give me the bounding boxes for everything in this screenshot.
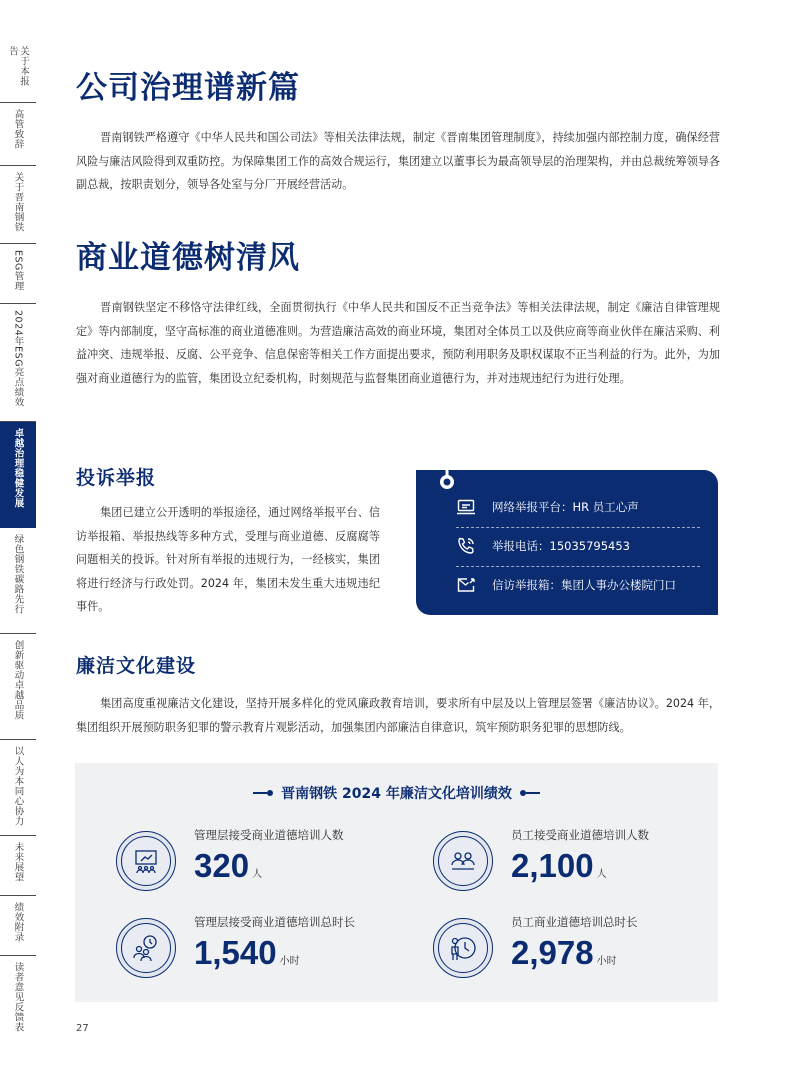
integrity-paragraph [76, 692, 720, 739]
stat-icon-circle [433, 918, 493, 978]
nav-item-people[interactable] [0, 740, 36, 836]
nav-item-feedback[interactable] [0, 956, 36, 1040]
stat-label: 管理层接受商业道德培训总时长 [194, 915, 355, 929]
stat-label: 员工接受商业道德培训人数 [511, 828, 649, 842]
training-stats-panel [75, 763, 718, 1002]
stat-value-row [194, 934, 300, 972]
subsection-title-complaint: 投诉举报 [76, 467, 157, 489]
channel-online [456, 488, 700, 526]
ethics-paragraph [76, 296, 720, 390]
nav-item-label: 2024年ESG亮点绩效 [12, 310, 24, 408]
nav-item-appendix[interactable] [0, 896, 36, 956]
nav-item-about-report[interactable] [0, 40, 36, 103]
integrity-text: 集团高度重视廉洁文化建设，坚持开展多样化的党风廉政教育培训，要求所有中层及以上管理层签署《廉洁协议》。2024 年，集团组织开展预防职务犯罪的警示教育片观影活动，加强集团内部廉洁自律意识，筑牢预防职务犯罪的思想防线。 [76, 697, 720, 734]
stat-value-row [194, 847, 262, 885]
nav-item-label: 创新驱动卓越品质 [12, 640, 24, 720]
channel-phone [456, 527, 700, 565]
channel-mailbox-text: 信访举报箱：集团人事办公楼院门口 [492, 578, 676, 592]
nav-item-outlook[interactable] [0, 836, 36, 896]
nav-item-label: 绩效附录 [12, 902, 24, 942]
stat-icon-circle [116, 831, 176, 891]
subsection-title-integrity: 廉洁文化建设 [76, 655, 197, 677]
nav-item-label: ESG管理 [12, 250, 24, 291]
laptop-icon [456, 497, 476, 517]
nav-item-label: 高管致辞 [12, 109, 24, 149]
channel-mailbox [456, 566, 700, 604]
nav-item-label: 读者意见反馈表 [12, 962, 24, 1032]
nav-item-label: 以人为本同心协力 [12, 746, 24, 826]
stat-icon-circle [433, 831, 493, 891]
nav-item-esg-management[interactable] [0, 244, 36, 304]
complaint-paragraph [76, 501, 380, 619]
stat-label: 管理层接受商业道德培训人数 [194, 828, 344, 842]
stat-value: 320 [194, 847, 250, 884]
nav-item-executive-message[interactable] [0, 103, 36, 166]
stat-unit: 小时 [596, 956, 617, 967]
nav-item-label: 关于本报告 [7, 46, 29, 86]
pin-icon [438, 462, 456, 492]
nav-item-green-steel[interactable] [0, 528, 36, 634]
team-clock-icon [131, 933, 161, 963]
report-channels-card [416, 470, 718, 615]
stat-unit: 小时 [279, 956, 300, 967]
mailbox-icon [456, 575, 476, 595]
page-number: 27 [76, 1023, 89, 1034]
stat-value-row [511, 934, 617, 972]
ethics-text: 晋南钢铁坚定不移恪守法律红线，全面贯彻执行《中华人民共和国反不正当竞争法》等相关法律法规，制定《廉洁自律管理规定》等内部制度，坚守高标准的商业道德准则。为营造廉洁高效的商业环境，集团对全体员工以及供应商等商业伙伴在廉洁采购、利益冲突、违规举报、反腐、公平竞争、信息保密等相关工作方面提出要求，预防利用职务及职权谋取不正当利益的行为。此外，为加强对商业道德行为的监管，集团设立纪委机构，时刻规范与监督集团商业道德行为，并对违规违纪行为进行处理。 [76, 301, 720, 385]
nav-item-innovation[interactable] [0, 634, 36, 740]
stats-title-row [75, 783, 718, 803]
stat-icon-circle [116, 918, 176, 978]
governance-paragraph [76, 126, 720, 197]
nav-item-esg-highlights[interactable] [0, 304, 36, 422]
nav-item-label: 关于晋南钢铁 [12, 172, 24, 232]
channel-phone-text: 举报电话：15035795453 [492, 539, 630, 553]
title-ornament-left [253, 790, 273, 796]
phone-icon [456, 536, 476, 556]
stats-title: 晋南钢铁 2024 年廉洁文化培训绩效 [281, 786, 512, 802]
nav-item-label: 卓越治理稳健发展 [12, 428, 24, 508]
stat-unit: 人 [596, 869, 607, 880]
section-title-business-ethics: 商业道德树清风 [76, 240, 300, 276]
presentation-icon [131, 846, 161, 876]
governance-text: 晋南钢铁严格遵守《中华人民共和国公司法》等相关法律法规，制定《晋南集团管理制度》，持续加强内部控制力度，确保经营风险与廉洁风险得到双重防控。为保障集团工作的高效合规运行，集团建立以董事长为最高领导层的治理架构，并由总裁统筹领导各副总裁，按职责划分，领导各处室与分厂开展经营活动。 [76, 131, 720, 191]
side-navigation [0, 40, 36, 1040]
stat-value: 2,100 [511, 847, 594, 884]
stat-value: 2,978 [511, 934, 594, 971]
channel-online-text: 网络举报平台：HR 员工心声 [492, 500, 639, 514]
complaint-text: 集团已建立公开透明的举报途径，通过网络举报平台、信访举报箱、举报热线等多种方式，受理与商业道德、反腐腐等问题相关的投诉。针对所有举报的违规行为，一经核实，集团将进行经济与行政处罚。2024 年，集团未发生重大违规违纪事件。 [76, 506, 380, 613]
section-title-governance: 公司治理谱新篇 [76, 70, 300, 106]
stat-label: 员工商业道德培训总时长 [511, 915, 638, 929]
title-ornament-right [520, 790, 540, 796]
nav-item-label: 未来展望 [12, 842, 24, 882]
nav-item-governance[interactable] [0, 422, 36, 528]
stat-unit: 人 [252, 869, 263, 880]
person-clock-icon [448, 933, 478, 963]
group-icon [448, 846, 478, 876]
stat-value-row [511, 847, 607, 885]
stat-value: 1,540 [194, 934, 277, 971]
nav-item-label: 绿色钢铁碳路先行 [12, 534, 24, 614]
nav-item-about-company[interactable] [0, 166, 36, 244]
